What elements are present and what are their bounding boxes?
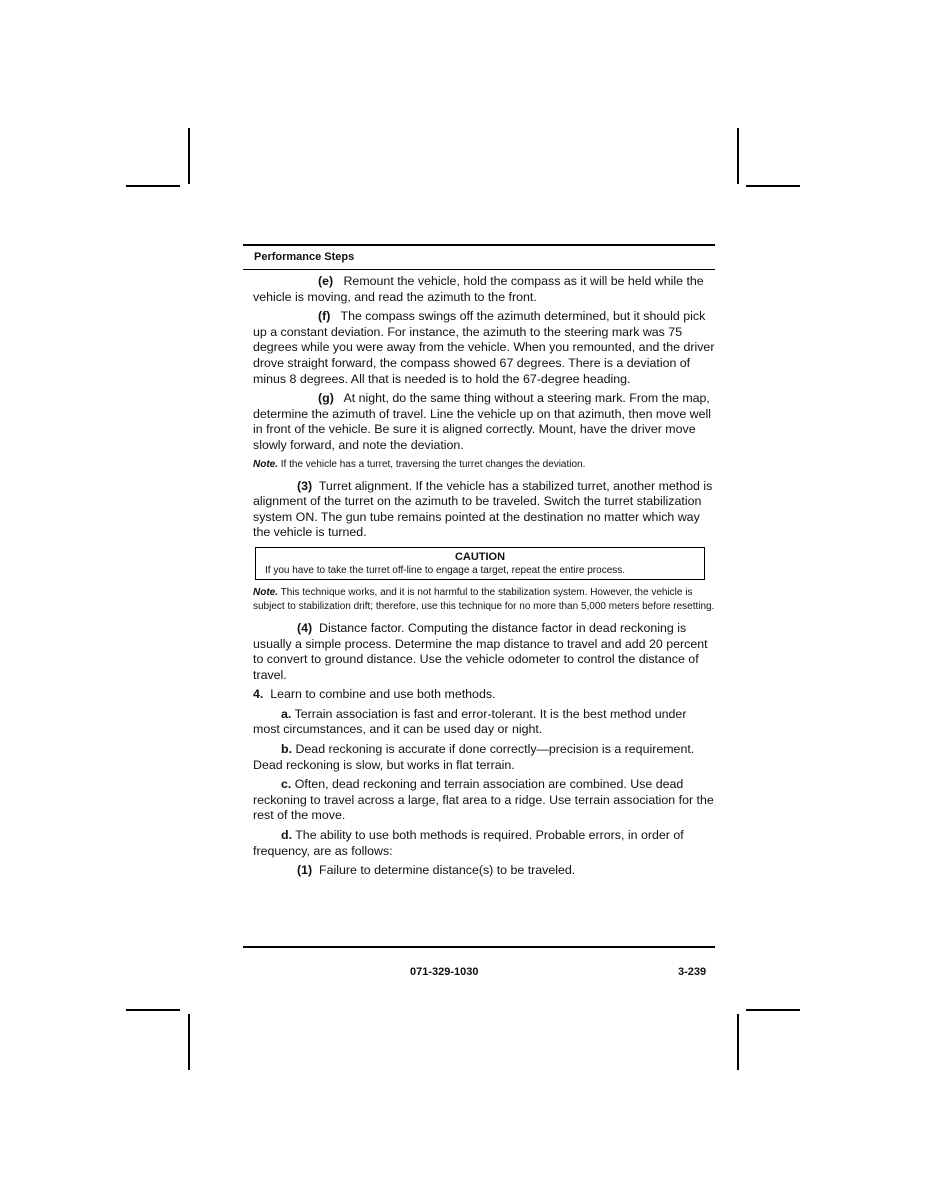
item-d-1: (1) Failure to determine distance(s) to be traveled. (297, 863, 576, 878)
item-a: a. Terrain association is fast and error-tolerant. It is the best method under most circumstances, and it can be used day or night. (253, 706, 687, 737)
crop-mark (188, 1014, 190, 1070)
footer-rule (243, 946, 715, 948)
item-d: d. The ability to use both methods is required. Probable errors, in order of frequency, are as follows: (253, 828, 684, 858)
caution-title: CAUTION (454, 550, 506, 563)
document-body (253, 274, 715, 883)
caution-box (255, 547, 705, 580)
section-title: Performance Steps (254, 251, 355, 263)
step-4: 4. Learn to combine and use both methods. (253, 687, 496, 702)
crop-mark (126, 1009, 180, 1011)
header-divider (243, 269, 715, 270)
header-rule (243, 244, 715, 246)
crop-mark (188, 128, 190, 184)
crop-mark (746, 1009, 800, 1011)
crop-mark (737, 128, 739, 184)
crop-mark (737, 1014, 739, 1070)
step-e: (e) Remount the vehicle, hold the compass as it will be held while the vehicle is moving, and read the azimuth to the front. (253, 274, 704, 304)
note-stabilization: Note. This technique works, and it is not harmful to the stabilization system. However, the vehicle is subject to stabilization drift; therefore, use this technique for no more than 5,000 meters before resetting. (253, 586, 715, 612)
crop-mark (746, 185, 800, 187)
page-number: 3-239 (678, 966, 707, 978)
task-number: 071-329-1030 (410, 966, 479, 978)
crop-mark (126, 185, 180, 187)
step-g: (g) At night, do the same thing without a steering mark. From the map, determine the azimuth of travel. Line the vehicle up on that azimuth, then move well in front of the vehicle. Be sure it is aligned correctly. Mount, have the driver move slowly forward, and note the deviation. (253, 391, 712, 452)
caution-text: If you have to take the turret off-line to engage a target, repeat the entire process. (265, 564, 626, 576)
item-c: c. Often, dead reckoning and terrain association are combined. Use dead reckoning to travel across a large, flat area to a ridge. Use terrain association for the rest of the move. (253, 777, 714, 823)
step-f: (f) The compass swings off the azimuth determined, but it should pick up a constant deviation. For instance, the azimuth to the steering mark was 75 degrees while you were away from the vehicle. When you remounted, and the driver drove straight forward, the compass showed 67 degrees. There is a deviation of minus 8 degrees. All that is needed is to hold the 67-degree heading. (253, 309, 715, 386)
item-b: b. Dead reckoning is accurate if done correctly—precision is a requirement. Dead reckoning is slow, but works in flat terrain. (253, 742, 695, 772)
step-4-distance: (4) Distance factor. Computing the distance factor in dead reckoning is usually a simple process. Determine the map distance to travel and add 20 percent to convert to ground distance. Use the vehicle odometer to control the distance of travel. (253, 620, 708, 682)
step-3: (3) Turret alignment. If the vehicle has a stabilized turret, another method is alignment of the turret on the azimuth to be traveled. Switch the turret stabilization system ON. The gun tube remains pointed at the destination no matter which way the vehicle is turned. (253, 478, 713, 540)
note-turret: Note. If the vehicle has a turret, traversing the turret changes the deviation. (253, 458, 586, 470)
